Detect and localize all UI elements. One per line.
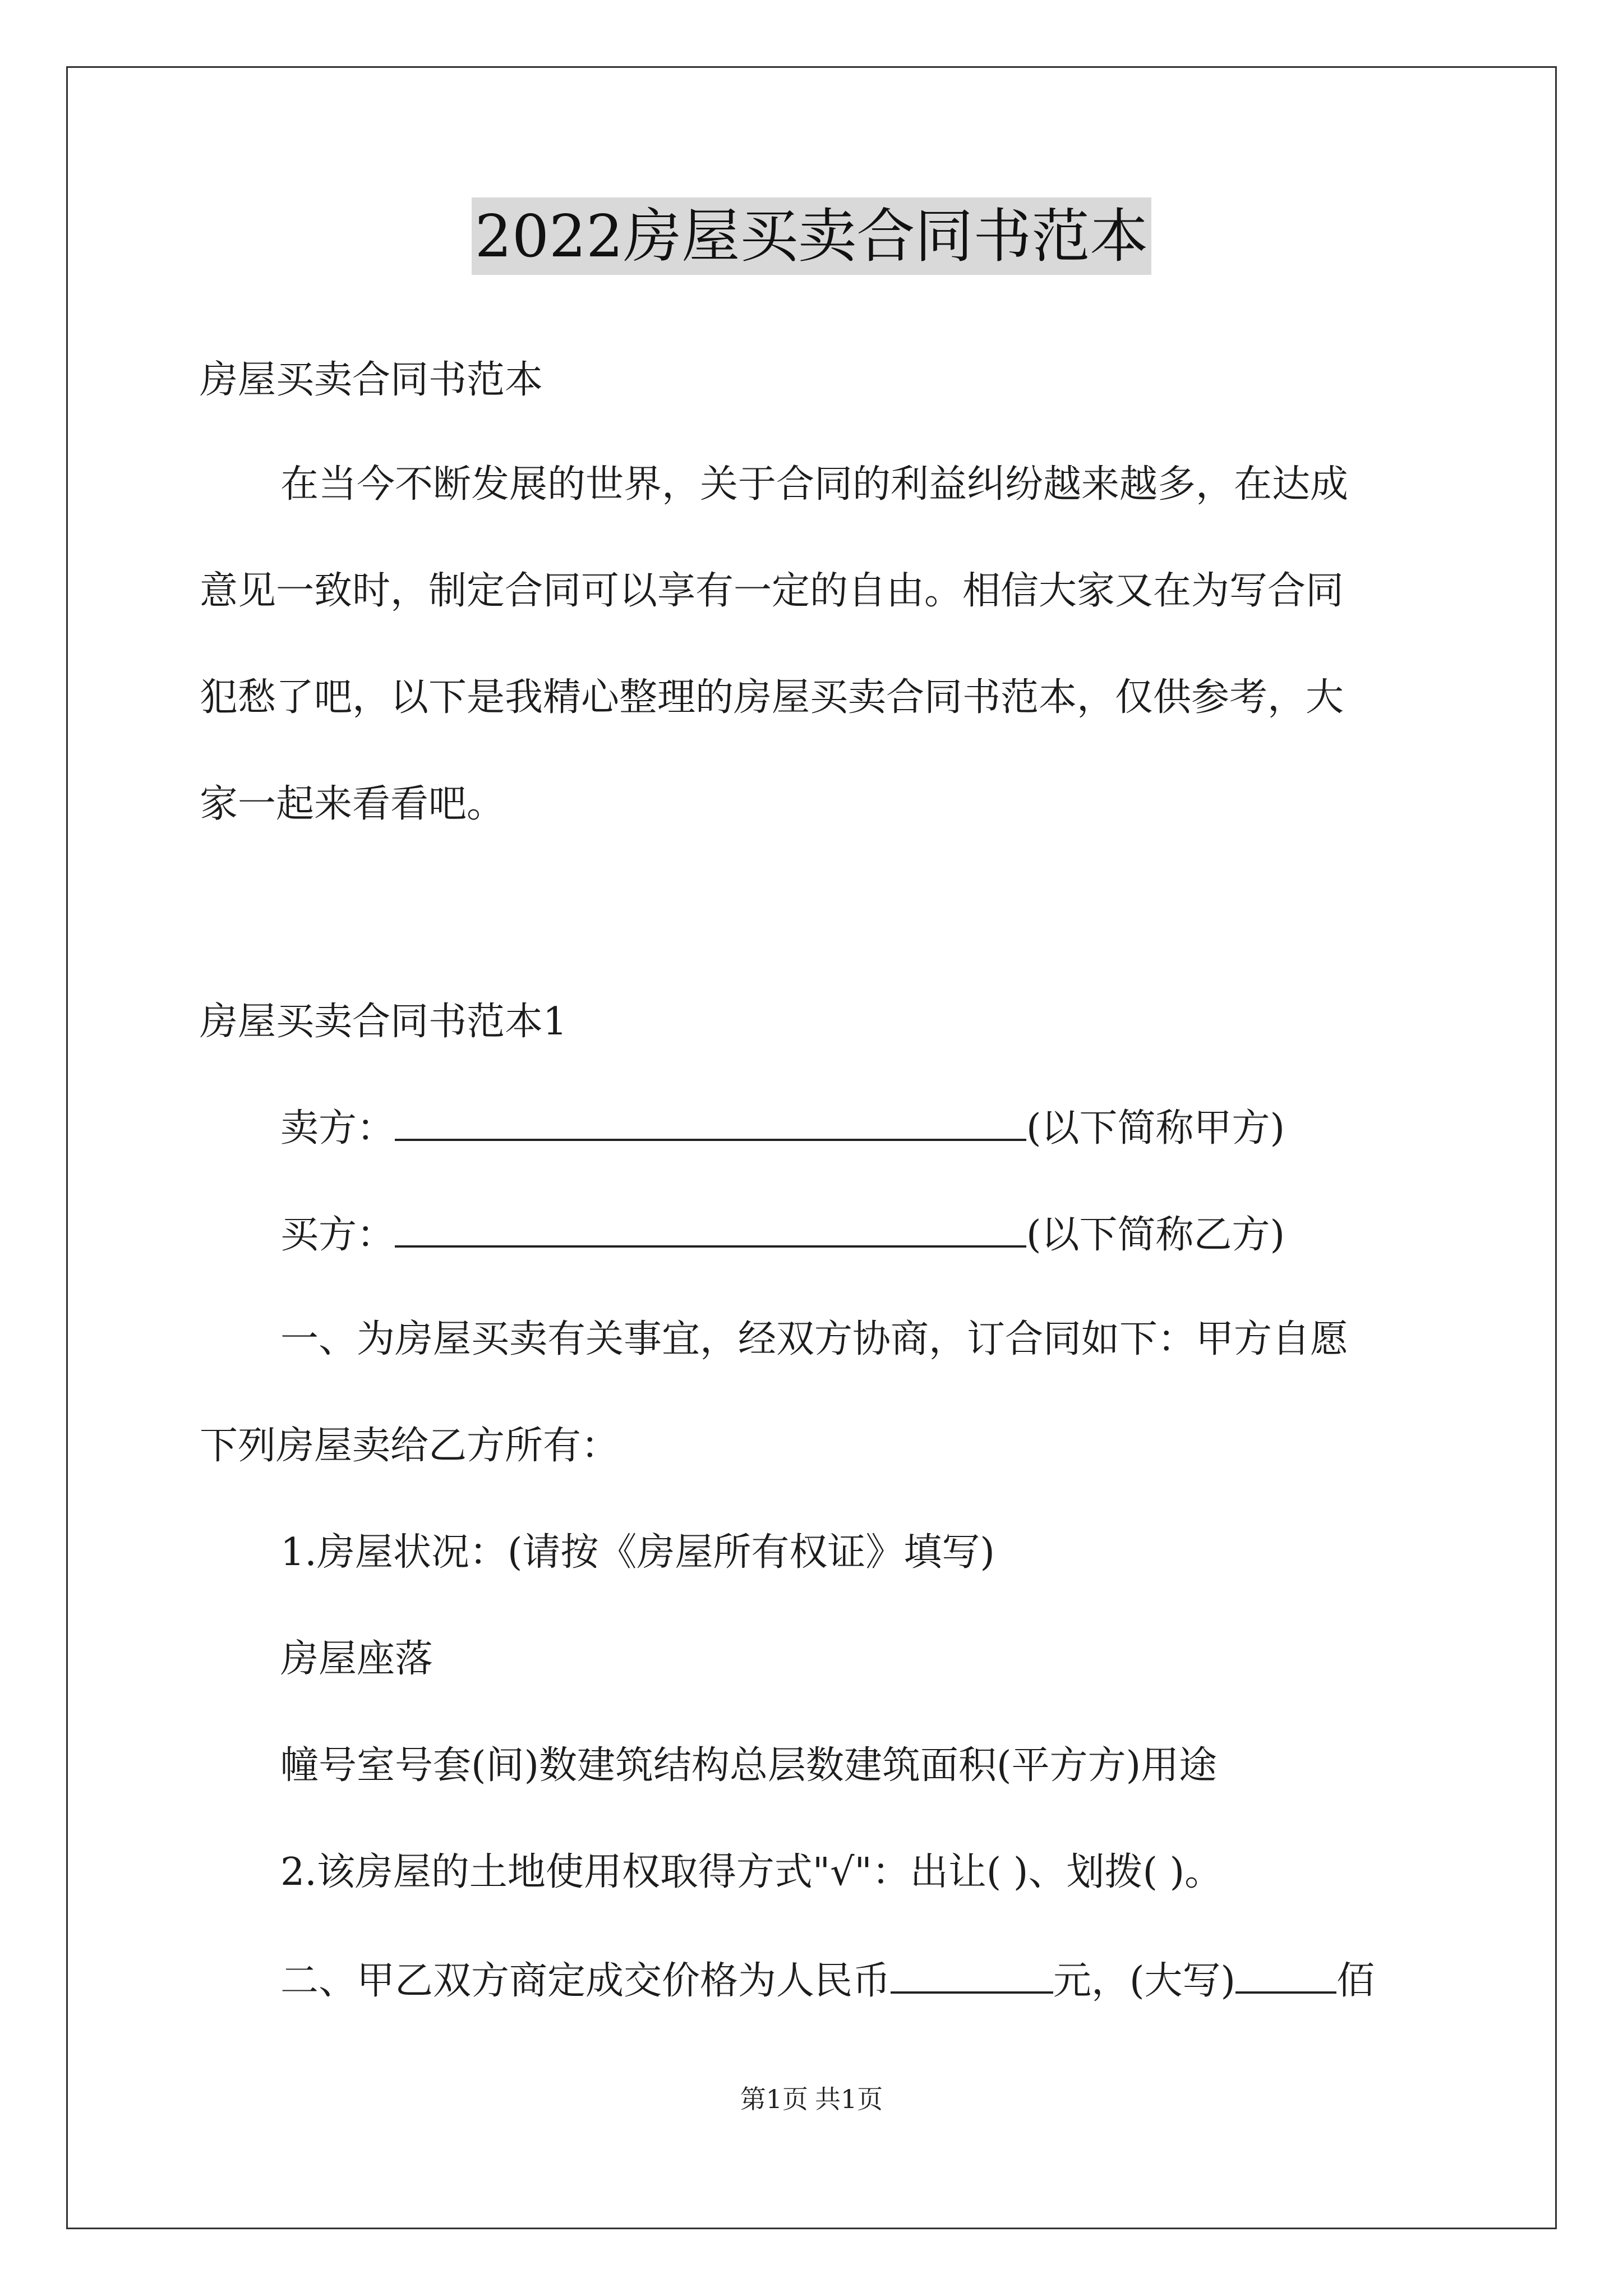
buyer-suffix: (以下简称乙方) <box>1026 1213 1285 1257</box>
intro-line-3: 犯愁了吧，以下是我精心整理的房屋买卖合同书范本，仅供参考，大 <box>200 675 1344 720</box>
price-words-blank[interactable] <box>1235 1955 1336 1994</box>
page-number: 第1页 <box>740 2084 808 2114</box>
clause2-end: 佰 <box>1336 1959 1375 2003</box>
intro-line-4: 家一起来看看吧。 <box>200 782 505 826</box>
seller-suffix: (以下简称甲方) <box>1026 1106 1285 1151</box>
clause1-line-1: 一、为房屋买卖有关事宜，经双方协商，订合同如下：甲方自愿 <box>280 1317 1349 1361</box>
clause2-line <box>280 1955 1514 2005</box>
location-label: 房屋座落 <box>280 1637 434 1681</box>
document-heading: 房屋买卖合同书范本 <box>200 358 543 402</box>
intro-line-2: 意见一致时，制定合同可以享有一定的自由。相信大家又在为写合同 <box>200 569 1344 613</box>
intro-line-1: 在当今不断发展的世界，关于合同的利益纠纷越来越多，在达成 <box>280 462 1349 507</box>
buyer-label: 买方： <box>280 1213 395 1257</box>
buyer-line <box>280 1209 1514 1259</box>
price-blank[interactable] <box>891 1955 1053 1994</box>
buyer-blank[interactable] <box>395 1209 1026 1248</box>
item-2: 2.该房屋的土地使用权取得方式"√"：出让( )、划拨( )。 <box>280 1850 1223 1894</box>
section-title: 房屋买卖合同书范本1 <box>200 1000 568 1044</box>
page-total: 共1页 <box>815 2084 883 2114</box>
seller-line <box>280 1103 1514 1152</box>
page-footer <box>0 2082 1623 2116</box>
clause1-line-2: 下列房屋卖给乙方所有： <box>200 1424 620 1468</box>
clause2-prefix: 二、甲乙双方商定成交价格为人民币 <box>280 1959 891 2003</box>
clause2-mid: 元，(大写) <box>1053 1959 1236 2003</box>
document-title: 2022房屋买卖合同书范本 <box>472 197 1152 275</box>
seller-blank[interactable] <box>395 1103 1026 1141</box>
item-1: 1.房屋状况：(请按《房屋所有权证》填写) <box>280 1530 995 1575</box>
title-container <box>0 197 1623 275</box>
columns-line: 幢号室号套(间)数建筑结构总层数建筑面积(平方方)用途 <box>280 1743 1218 1788</box>
seller-label: 卖方： <box>280 1106 395 1151</box>
